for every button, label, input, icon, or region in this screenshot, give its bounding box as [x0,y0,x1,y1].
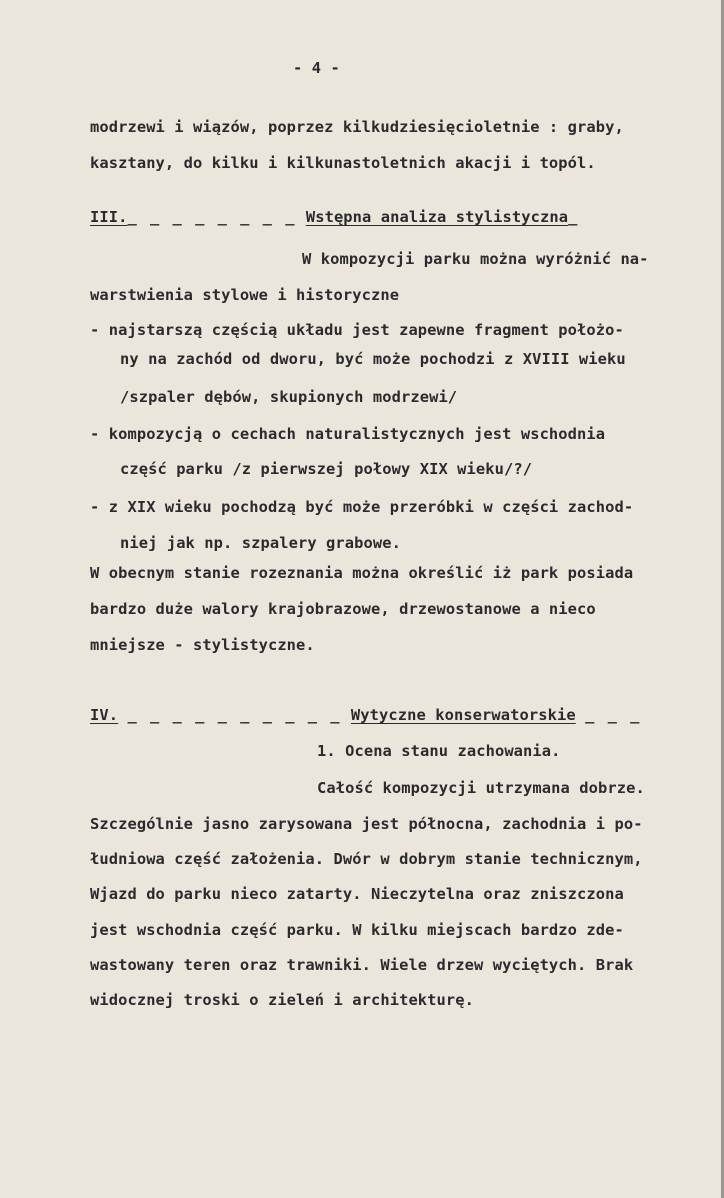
text-line: W kompozycji parku można wyróżnić na- [302,250,649,268]
text-line: widocznej troski o zieleń i architekturę. [90,991,475,1009]
text-line: modrzewi i wiązów, poprzez kilkudziesięcioletnie : graby, [90,118,624,136]
text-line: ny na zachód od dworu, być może pochodzi z XVIII wieku [120,350,626,368]
text-line: kasztany, do kilku i kilkunastoletnich akacji i topól. [90,154,596,172]
section-3-dashes: _ _ _ _ _ _ _ _ [127,208,297,226]
page-number: - 4 - [293,59,340,77]
list-item: - z XIX wieku pochodzą być może przeróbki w części zachod- [90,498,634,516]
list-item: - najstarszą częścią układu jest zapewne fragment położo- [90,321,624,339]
text-line: Wjazd do parku nieco zatarty. Nieczytelna oraz zniszczona [90,885,624,903]
section-3-numeral: III. [90,208,128,226]
section-4-numeral: IV. [90,706,119,724]
text-line: wastowany teren oraz trawniki. Wiele drzew wyciętych. Brak [90,956,634,974]
section-3-title: Wstępna analiza stylistyczna [305,208,569,226]
subsection-title: 1. Ocena stanu zachowania. [317,742,561,760]
section-4-dashes: _ _ _ _ _ _ _ _ _ _ [127,706,342,724]
text-line: łudniowa część założenia. Dwór w dobrym stanie technicznym, [90,850,643,868]
text-line: warstwienia stylowe i historyczne [90,286,400,304]
section-4-heading [90,705,641,725]
text-line: jest wschodnia część parku. W kilku miejscach bardzo zde- [90,921,624,939]
text-line: /szpaler dębów, skupionych modrzewi/ [120,388,458,406]
section-4-title: Wytyczne konserwatorskie [350,706,576,724]
text-line: część parku /z pierwszej połowy XIX wieku/?/ [120,460,533,478]
text-line: mniejsze - stylistyczne. [90,636,315,654]
text-line: Całość kompozycji utrzymana dobrze. [317,779,645,797]
text-line: bardzo duże walory krajobrazowe, drzewostanowe a nieco [90,600,596,618]
section-3-title-tail: _ [568,208,578,226]
section-4-tail: _ _ _ [585,706,642,724]
text-line: Szczególnie jasno zarysowana jest północna, zachodnia i po- [90,815,643,833]
list-item: - kompozycją o cechach naturalistycznych jest wschodnia [90,425,606,443]
text-line: niej jak np. szpalery grabowe. [120,534,401,552]
text-line: W obecnym stanie rozeznania można określić iż park posiada [90,564,634,582]
section-3-heading [90,207,577,227]
